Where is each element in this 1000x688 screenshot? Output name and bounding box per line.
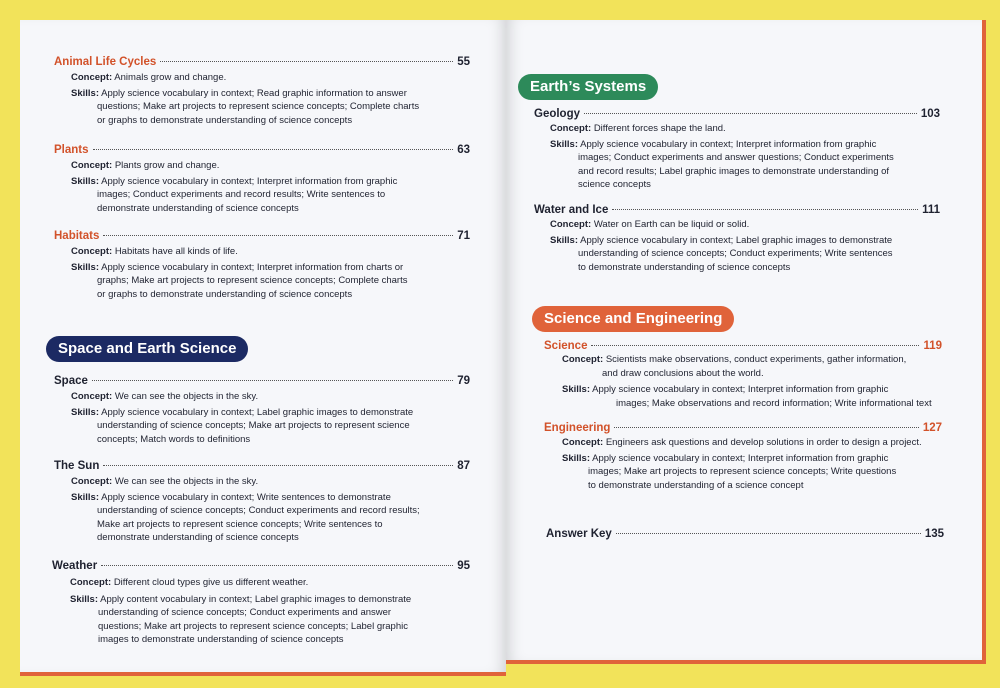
toc-entry-weather: [52, 560, 470, 647]
dot-leader: [160, 61, 453, 62]
dot-leader: [93, 149, 454, 150]
skills-text: understanding of science concepts; Conduct experiments and answer: [98, 607, 392, 618]
toc-entry-title: Plants: [54, 144, 89, 156]
concept-text: Water on Earth can be liquid or solid.: [593, 219, 750, 230]
toc-entry-title-row[interactable]: [54, 375, 470, 387]
toc-entry-page: 55: [457, 56, 470, 68]
concept-text: Different forces shape the land.: [593, 123, 726, 134]
skills-label: Skills:: [71, 87, 99, 99]
concept-line: [54, 245, 470, 259]
toc-entry-space: [54, 375, 470, 446]
toc-entry-page: 71: [457, 230, 470, 242]
toc-entry-title-row[interactable]: [54, 144, 470, 156]
skills-line: [534, 234, 940, 248]
concept-text: Scientists make observations, conduct experiments, gather information,: [605, 354, 907, 365]
section-banner-science-and-engineering: Science and Engineering: [532, 306, 734, 332]
skills-label: Skills:: [71, 261, 99, 273]
concept-line: [54, 475, 470, 489]
skills-line: [54, 491, 470, 505]
toc-entry-page: 79: [457, 375, 470, 387]
toc-entry-geology: [534, 108, 940, 192]
skills-text: Apply science vocabulary in context; Write sentences to demonstrate: [101, 491, 391, 503]
skills-label: Skills:: [71, 406, 99, 418]
concept-text: Engineers ask questions and develop solutions in order to design a project.: [605, 437, 922, 448]
skills-text: Apply science vocabulary in context; Label graphic images to demonstrate: [580, 234, 893, 246]
dot-leader: [92, 380, 453, 381]
toc-entry-science: [544, 340, 942, 410]
toc-entry-engineering: [544, 422, 942, 492]
section-banner-space-earth-science: Space and Earth Science: [46, 336, 248, 362]
dot-leader: [616, 533, 921, 534]
dot-leader: [612, 209, 918, 210]
skills-line: [544, 383, 942, 397]
toc-entry-title-row[interactable]: [544, 422, 942, 434]
concept-label: Concept:: [71, 391, 113, 402]
skills-line: [534, 138, 940, 152]
concept-text: We can see the objects in the sky.: [114, 391, 259, 402]
toc-entry-title-row[interactable]: [52, 560, 470, 572]
toc-entry-page: 135: [924, 528, 944, 540]
skills-line: [54, 87, 470, 101]
toc-entry-title: Science: [544, 340, 588, 352]
skills-text: Apply science vocabulary in context; Read graphic information to answer: [101, 87, 407, 99]
dot-leader: [101, 565, 453, 566]
skills-line: [54, 261, 470, 275]
concept-label: Concept:: [71, 246, 113, 257]
toc-entry-title-row[interactable]: [54, 230, 470, 242]
toc-entry-title: Space: [54, 375, 88, 387]
skills-text: to demonstrate understanding of a science concept: [588, 479, 804, 491]
skills-label: Skills:: [550, 138, 578, 150]
skills-text: or graphs to demonstrate understanding of science concepts: [97, 288, 353, 300]
skills-text: images; Conduct experiments and record results; Write sentences to: [97, 189, 386, 200]
toc-entry-answer-key: [546, 528, 944, 540]
right-page: [506, 20, 986, 664]
toc-entry-title-row[interactable]: [54, 56, 470, 68]
skills-text: understanding of science concepts; Conduct experiments and record results;: [97, 505, 420, 516]
concept-text: Habitats have all kinds of life.: [114, 246, 238, 257]
toc-entry-title-row[interactable]: [534, 108, 940, 120]
skills-text: Apply science vocabulary in context; Interpret information from graphic: [580, 138, 877, 150]
concept-text: Plants grow and change.: [114, 160, 220, 171]
skills-text: Apply science vocabulary in context; Interpret information from graphic: [592, 452, 889, 464]
skills-text: to demonstrate understanding of science concepts: [578, 261, 791, 273]
concept-line: [54, 159, 470, 173]
toc-entry-plants: [54, 144, 470, 215]
concept-line: [544, 436, 942, 450]
toc-entry-title: Engineering: [544, 422, 611, 434]
skills-text: and record results; Label graphic images to demonstrate understanding of: [578, 165, 890, 177]
toc-entry-page: 87: [457, 460, 470, 472]
section-banner-earths-systems: Earth’s Systems: [518, 74, 658, 100]
concept-label: Concept:: [70, 577, 112, 588]
concept-label: Concept:: [71, 72, 113, 83]
toc-entry-habitats: [54, 230, 470, 301]
toc-entry-title: Water and Ice: [534, 204, 609, 216]
concept-label: Concept:: [562, 437, 604, 448]
skills-text: Apply science vocabulary in context; Label graphic images to demonstrate: [101, 406, 414, 418]
skills-text: Apply science vocabulary in context; Interpret information from graphic: [592, 384, 889, 395]
skills-line: [52, 593, 470, 607]
dot-leader: [591, 345, 919, 346]
concept-text: and draw conclusions about the world.: [602, 367, 764, 379]
skills-label: Skills:: [71, 491, 99, 503]
concept-label: Concept:: [562, 354, 604, 365]
concept-label: Concept:: [71, 160, 113, 171]
concept-line: [52, 576, 470, 590]
skills-text: or graphs to demonstrate understanding of science concepts: [97, 114, 353, 126]
toc-entry-page: 103: [920, 108, 940, 120]
concept-label: Concept:: [550, 123, 592, 134]
skills-label: Skills:: [71, 175, 99, 187]
toc-entry-page: 111: [922, 204, 940, 216]
concept-text: Different cloud types give us different weather.: [113, 577, 309, 588]
dot-leader: [584, 113, 917, 114]
skills-text: Apply science vocabulary in context; Interpret information from charts or: [101, 261, 404, 273]
toc-entry-title-row[interactable]: [546, 528, 944, 540]
toc-entry-animal-life-cycles: [54, 56, 470, 127]
skills-label: Skills:: [562, 384, 590, 395]
concept-label: Concept:: [550, 219, 592, 230]
skills-text: questions; Make art projects to represent science concepts; Label graphic: [98, 620, 408, 632]
skills-line: [544, 452, 942, 466]
skills-text: Apply science vocabulary in context; Interpret information from graphic: [101, 175, 398, 187]
dot-leader: [103, 235, 453, 236]
concept-line: [54, 71, 470, 85]
toc-entry-water-and-ice: [534, 204, 940, 274]
left-page: [20, 20, 506, 676]
book-spread: [10, 0, 1000, 688]
toc-entry-title: Animal Life Cycles: [54, 56, 157, 68]
toc-entry-title: Habitats: [54, 230, 100, 242]
skills-text: images; Make observations and record information; Write informational text: [616, 397, 932, 409]
concept-line: [544, 353, 942, 367]
skills-text: demonstrate understanding of science concepts: [97, 202, 299, 214]
skills-text: images; Conduct experiments and answer questions; Conduct experiments: [578, 152, 894, 163]
skills-label: Skills:: [562, 452, 590, 464]
toc-entry-page: 63: [457, 144, 470, 156]
skills-label: Skills:: [70, 593, 98, 605]
skills-label: Skills:: [550, 234, 578, 246]
toc-entry-title: Geology: [534, 108, 581, 120]
concept-line: [54, 390, 470, 404]
skills-text: understanding of science concepts; Make art projects to represent science: [97, 420, 410, 431]
dot-leader: [103, 465, 453, 466]
toc-entry-page: 127: [922, 422, 942, 434]
dot-leader: [614, 427, 918, 428]
concept-text: We can see the objects in the sky.: [114, 476, 259, 487]
skills-line: [54, 175, 470, 189]
skills-line: [54, 406, 470, 420]
concept-line: [534, 218, 940, 232]
toc-entry-title: The Sun: [54, 460, 100, 472]
skills-text: understanding of science concepts; Conduct experiments; Write sentences: [578, 248, 893, 259]
skills-text: images; Make art projects to represent science concepts; Write questions: [588, 466, 897, 477]
concept-text: Animals grow and change.: [114, 72, 227, 83]
toc-entry-page: 95: [457, 560, 470, 572]
toc-entry-title: Weather: [52, 560, 98, 572]
toc-entry-page: 119: [923, 340, 942, 352]
toc-entry-title-row[interactable]: [534, 204, 940, 216]
toc-entry-title-row[interactable]: [544, 340, 942, 352]
skills-text: Apply content vocabulary in context; Label graphic images to demonstrate: [100, 593, 412, 605]
skills-text: concepts; Match words to definitions: [97, 433, 251, 445]
skills-text: images to demonstrate understanding of science concepts: [98, 634, 344, 645]
skills-text: Make art projects to represent science concepts; Write sentences to: [97, 518, 383, 530]
toc-entry-title-row[interactable]: [54, 460, 470, 472]
skills-text: questions; Make art projects to represent science concepts; Complete charts: [97, 101, 420, 112]
concept-line: [534, 122, 940, 136]
skills-text: science concepts: [578, 179, 651, 190]
skills-text: graphs; Make art projects to represent science concepts; Complete charts: [97, 275, 408, 286]
toc-entry-title: Answer Key: [546, 528, 612, 540]
concept-label: Concept:: [71, 476, 113, 487]
toc-entry-the-sun: [54, 460, 470, 545]
skills-text: demonstrate understanding of science concepts: [97, 532, 299, 543]
